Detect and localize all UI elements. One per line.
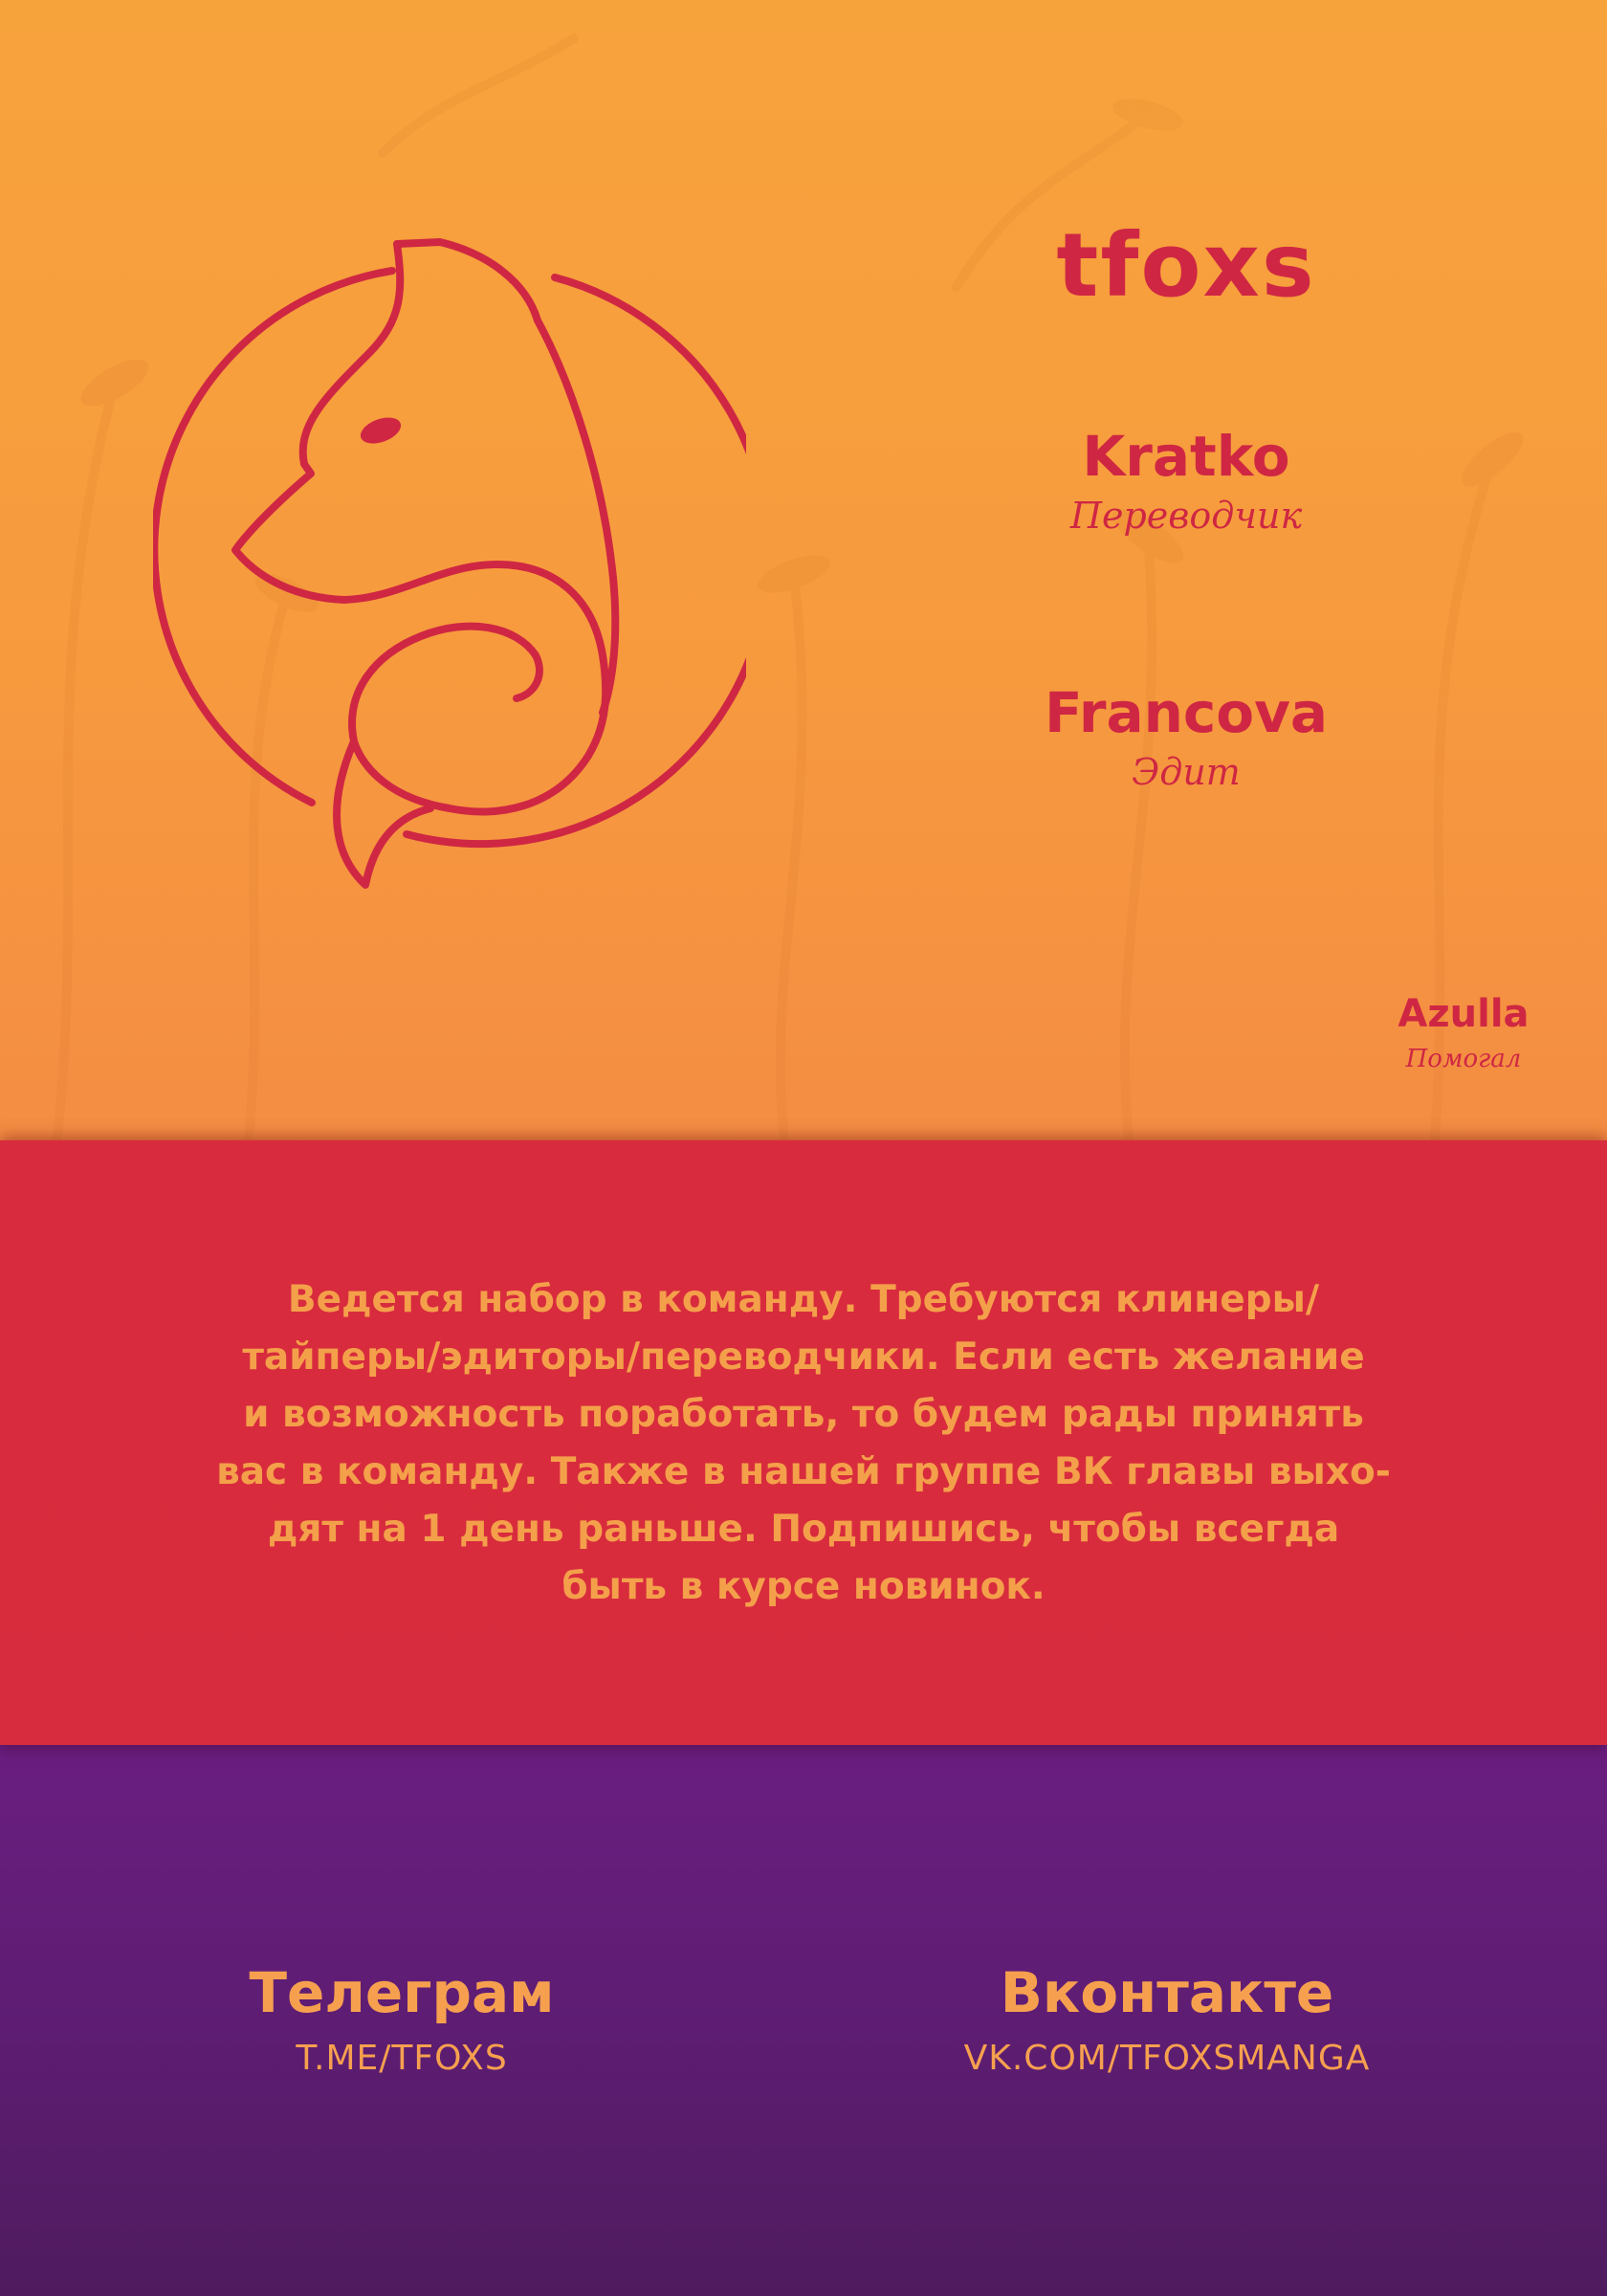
text-line: вас в команду. Также в нашей группе ВК главы выхо-: [216, 1450, 1391, 1493]
recruitment-section: [0, 1140, 1607, 1745]
member-name: Francova: [1044, 680, 1329, 745]
fox-eye-icon: [357, 412, 405, 449]
helper-azulla: [1368, 992, 1559, 1073]
member-role: Эдит: [1132, 751, 1241, 793]
contacts-section: [0, 1745, 1607, 2296]
recruitment-text: [124, 1271, 1483, 1616]
telegram-title: Телеграм: [249, 1960, 555, 2025]
member-role: Переводчик: [1069, 495, 1303, 537]
text-line: дят на 1 день раньше. Подпишись, чтобы всегда: [267, 1508, 1340, 1551]
telegram-contact: [172, 1960, 631, 2078]
text-line: тайперы/эдиторы/переводчики. Если есть желание: [242, 1336, 1365, 1379]
member-kratko: [985, 424, 1387, 537]
telegram-link[interactable]: T.ME/TFOXS: [296, 2039, 508, 2078]
fox-logo-icon: [153, 234, 746, 894]
helper-role: Помогал: [1405, 1045, 1522, 1073]
member-francova: [985, 680, 1387, 793]
vk-link[interactable]: VK.COM/TFOXSMANGA: [963, 2039, 1371, 2078]
vk-title: Вконтакте: [1000, 1960, 1334, 2025]
credits-section: [0, 0, 1607, 1140]
text-line: Ведется набор в команду. Требуются клинеры/: [287, 1278, 1320, 1321]
text-line: и возможность поработать, то будем рады принять: [243, 1393, 1364, 1436]
member-name: Kratko: [1082, 424, 1290, 489]
vk-contact: [918, 1960, 1416, 2078]
helper-name: Azulla: [1398, 992, 1530, 1036]
text-line: быть в курсе новинок.: [561, 1565, 1046, 1608]
team-name: tfoxs: [1056, 214, 1316, 317]
